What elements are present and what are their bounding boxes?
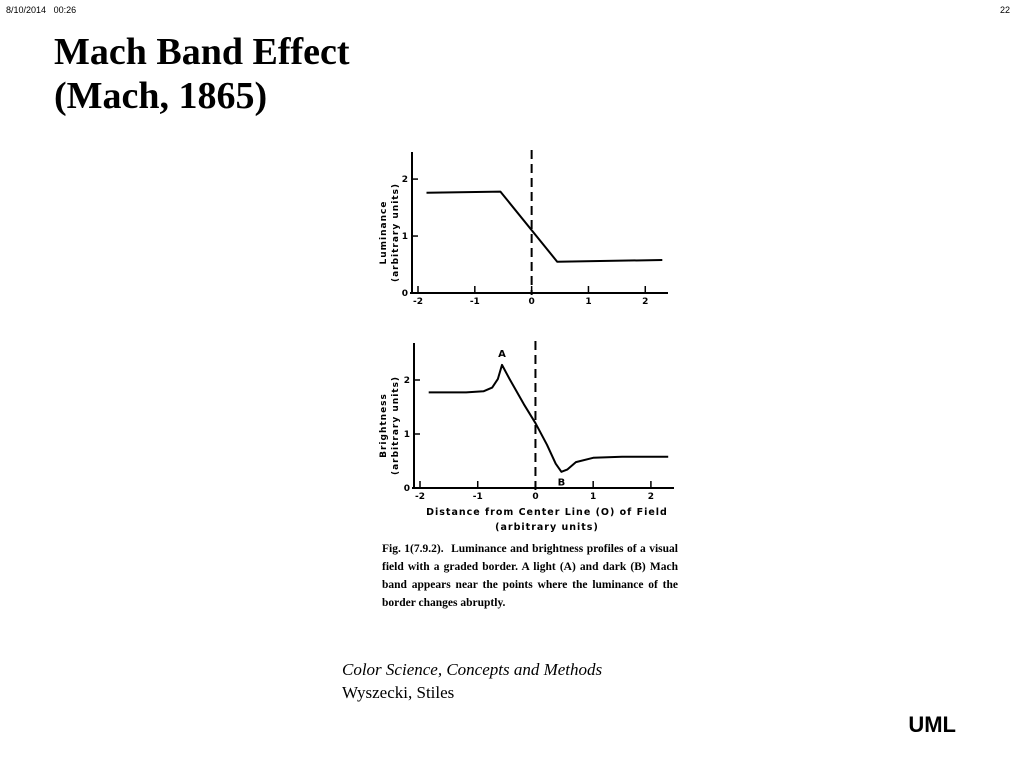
brightness-x-label-line1: Distance from Center Line (O) of Field <box>426 507 668 518</box>
brightness-y-label-line2: (arbitrary units) <box>391 375 401 476</box>
luminance-y-tick-label: 1 <box>401 232 408 243</box>
source-book: Color Science, Concepts and Methods <box>342 660 603 679</box>
slide-date-day: 8/10/2014 <box>6 5 47 15</box>
slide-title <box>54 30 350 118</box>
luminance-x-tick-label: -2 <box>413 297 423 307</box>
caption-text: Luminance and brightness profiles of a visual field with a graded border. A light (A) and dark (B) Mach band appears near the points where the luminance of the border changes abruptly. <box>382 543 679 609</box>
plots-svg <box>360 148 700 538</box>
brightness-annotation-b: B <box>557 477 566 489</box>
brightness-x-tick-label: 2 <box>647 492 655 502</box>
luminance-x-tick-label: 0 <box>528 297 535 307</box>
brightness-y-tick-label: 0 <box>403 484 410 494</box>
brightness-y-label-line1: Brightness <box>379 393 389 458</box>
brightness-annotation-a: A <box>498 348 506 360</box>
slide-date <box>6 5 76 15</box>
source-authors: Wyszecki, Stiles <box>342 683 455 702</box>
brightness-x-tick-label: -2 <box>415 492 425 502</box>
luminance-x-tick-label: 1 <box>585 297 592 307</box>
brightness-y-tick-label: 2 <box>403 376 410 386</box>
slide-title-line1: Mach Band Effect <box>54 31 350 73</box>
brightness-y-tick-label: 1 <box>403 430 410 440</box>
brightness-x-tick-label: 1 <box>590 492 597 502</box>
uml-logo: UML <box>908 712 956 737</box>
luminance-x-tick-label: -1 <box>469 297 480 307</box>
slide-date-time: 00:26 <box>53 5 77 15</box>
luminance-y-tick-label: 2 <box>401 175 408 186</box>
brightness-x-label-line2: (arbitrary units) <box>495 522 599 533</box>
brightness-series-line <box>429 365 669 472</box>
caption-label: Fig. 1(7.9.2). <box>382 543 444 555</box>
slide-page-number: 22 <box>999 5 1010 15</box>
brightness-x-tick-label: -1 <box>472 492 483 502</box>
luminance-y-label-line2: (arbitrary units) <box>391 182 401 283</box>
figure-caption <box>382 540 678 612</box>
slide-title-line2: (Mach, 1865) <box>54 75 268 117</box>
brightness-x-tick-label: 0 <box>532 492 539 502</box>
luminance-series-line <box>427 192 663 262</box>
luminance-y-tick-label: 0 <box>401 289 408 299</box>
source-citation <box>342 658 602 704</box>
luminance-y-label-line1: Luminance <box>379 200 389 265</box>
luminance-x-tick-label: 2 <box>642 297 649 307</box>
